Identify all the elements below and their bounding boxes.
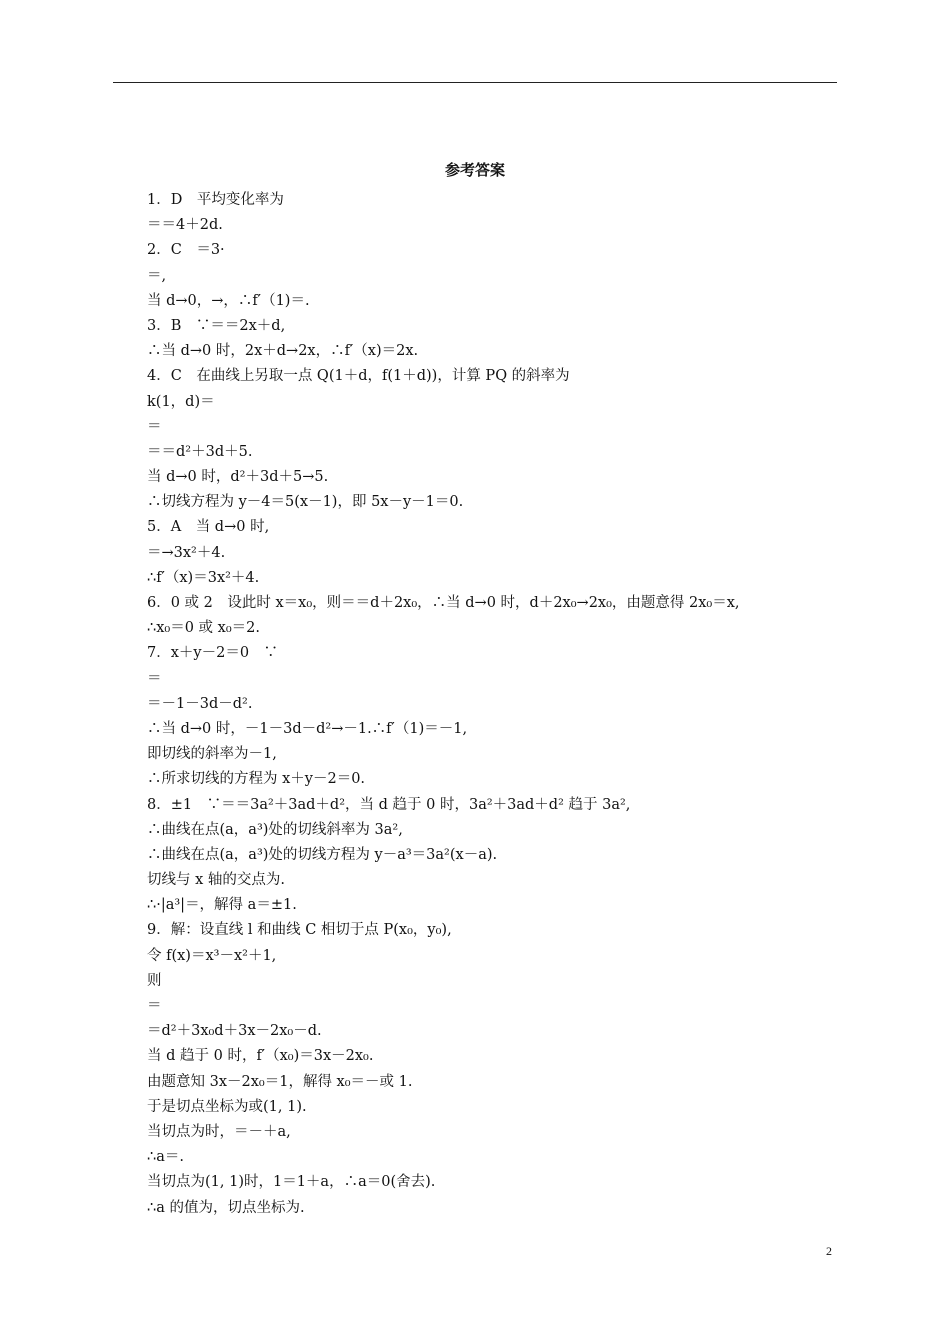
answer-line: 9．解：设直线 l 和曲线 C 相切于点 P(x₀，y₀),: [147, 922, 452, 939]
answer-line: 当 d→0，→，∴f′（1)＝.: [147, 292, 310, 309]
answer-line: 8．±1 ∵＝＝3a²＋3ad＋d²，当 d 趋于 0 时，3a²＋3ad＋d² 趋于 3a²,: [147, 796, 631, 813]
answer-line: k(1，d)＝: [147, 393, 215, 410]
answer-line: ∴·|a³|＝，解得 a＝±1.: [147, 897, 297, 914]
page-title: 参考答案: [444, 161, 505, 179]
answer-line: 4．C 在曲线上另取一点 Q(1＋d，f(1＋d))，计算 PQ 的斜率为: [147, 368, 570, 385]
answer-line: 切线与 x 轴的交点为.: [147, 872, 286, 889]
answer-line: 当 d→0 时，d²＋3d＋5→5.: [147, 469, 329, 486]
answer-line: ＝＝d²＋3d＋5.: [147, 443, 253, 460]
answer-line: ＝＝4＋2d.: [147, 217, 223, 234]
answer-line: ∴a＝.: [147, 1149, 184, 1166]
header-rule: [113, 82, 837, 83]
answer-line: 5．A 当 d→0 时,: [147, 519, 270, 536]
answer-line: 2．C ＝3·: [147, 242, 225, 259]
answer-line: 即切线的斜率为－1,: [147, 746, 277, 763]
answer-line: 令 f(x)＝x³－x²＋1,: [147, 947, 277, 964]
answer-line: 当 d 趋于 0 时，f′（x₀)＝3x－2x₀.: [147, 1048, 374, 1065]
answer-line: ＝d²＋3x₀d＋3x－2x₀－d.: [147, 1023, 322, 1040]
answer-line: 1．D 平均变化率为: [147, 192, 284, 208]
answer-line: ∴x₀＝0 或 x₀＝2.: [147, 620, 260, 637]
answer-line: ∴切线方程为 y－4＝5(x－1)，即 5x－y－1＝0.: [147, 494, 464, 511]
answer-line: ∴f′（x)＝3x²＋4.: [147, 569, 260, 586]
answer-line: 当切点为(1, 1)时，1＝1＋a，∴a＝0(舍去).: [147, 1174, 436, 1191]
answer-line: ＝－1－3d－d².: [147, 695, 253, 712]
answer-line: ＝,: [147, 267, 167, 284]
answer-line: ＝: [147, 998, 162, 1014]
answer-line: ＝: [147, 418, 162, 435]
answer-line: ∴所求切线的方程为 x＋y－2＝0.: [147, 771, 366, 788]
answer-line: 6．0 或 2 设此时 x＝x₀，则＝＝d＋2x₀，∴当 d→0 时，d＋2x₀→2x₀，由题意得 2x₀＝x,: [147, 595, 740, 611]
answer-line: ∴当 d→0 时，－1－3d－d²→－1.∴f′（1)＝－1,: [147, 720, 468, 737]
answer-line: 于是切点坐标为或(1, 1).: [147, 1098, 307, 1115]
page-number: 2: [826, 1244, 832, 1258]
answer-line: 当切点为时，＝－＋a,: [147, 1123, 291, 1140]
answer-line: 由题意知 3x－2x₀＝1，解得 x₀＝－或 1.: [147, 1073, 413, 1090]
answer-body: [147, 188, 807, 1221]
answer-line: ＝: [147, 670, 162, 687]
answer-line: ∴a 的值为，切点坐标为.: [147, 1199, 305, 1216]
answer-line: 则: [147, 972, 162, 989]
answer-line: 3．B ∵＝＝2x＋d,: [147, 317, 286, 334]
answer-line: ∴当 d→0 时，2x＋d→2x，∴f′（x)＝2x.: [147, 343, 419, 360]
answer-line: ＝→3x²＋4.: [147, 544, 226, 561]
answer-line: 7．x＋y－2＝0 ∵: [147, 645, 279, 662]
answer-line: ∴曲线在点(a，a³)处的切线方程为 y－a³＝3a²(x－a).: [147, 846, 498, 863]
answer-line: ∴曲线在点(a，a³)处的切线斜率为 3a²,: [147, 821, 403, 838]
